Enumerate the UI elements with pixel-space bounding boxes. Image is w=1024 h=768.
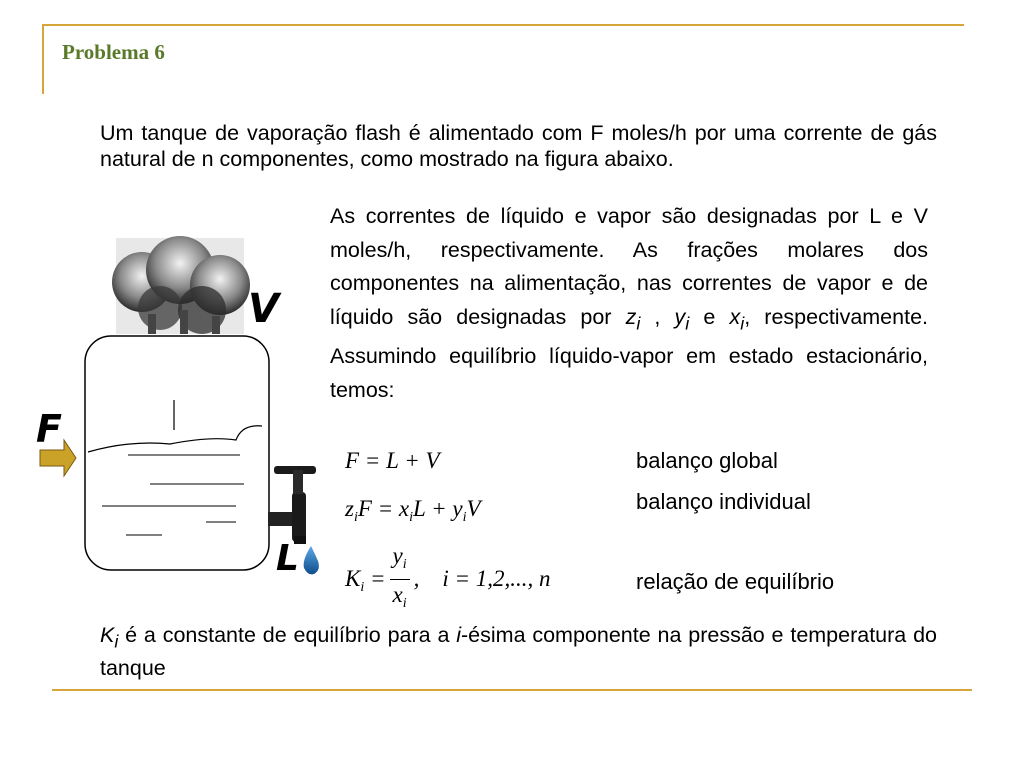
label-individual-balance: balanço individual [636,489,811,514]
intro-paragraph: Um tanque de vaporação flash é alimentado com F moles/h por uma corrente de gás natural de n componentes, como mostrado na figura abaixo. [100,121,937,171]
slide-title: Problema 6 [62,40,165,64]
label-feed: F [36,407,62,451]
label-equilibrium-relation: relação de equilíbrio [636,569,835,594]
water-drop-icon [304,546,319,574]
liquid-surface [88,426,262,452]
label-vapor: V [248,286,279,332]
label-global-balance: balanço global [636,448,778,473]
equation-equilibrium: $K_i$ = $\frac{y_i}{x_i}$ , i = 1,2,..., n [345,543,551,611]
smoke-image [112,236,250,334]
side-paragraph: As correntes de líquido e vapor são designadas por L e V moles/h, respectivamente. As frações molares dos componentes na alimentação, nas correntes de vapor e de líquido são designadas por $z_i$ , $y_i$ e $x_i$, respectivamente. Assumindo equilíbrio líquido-vapor em estado estacionário, temos: [330,204,928,402]
liquid-lines [102,455,244,535]
constant-note: $K_i$ é a constante de equilíbrio para a i-ésima componente na pressão e temperatura do tanque [100,623,937,681]
flash-tank-figure [30,230,330,580]
tank [85,336,269,570]
equation-individual: $z_iF = x_iL + y_iV$ [345,496,481,525]
top-rule [42,24,964,26]
equation-global: F = L + V [345,448,440,473]
left-rule [42,24,44,94]
faucet-icon [268,466,316,544]
bottom-rule [52,689,972,691]
label-liquid: L [276,538,299,579]
